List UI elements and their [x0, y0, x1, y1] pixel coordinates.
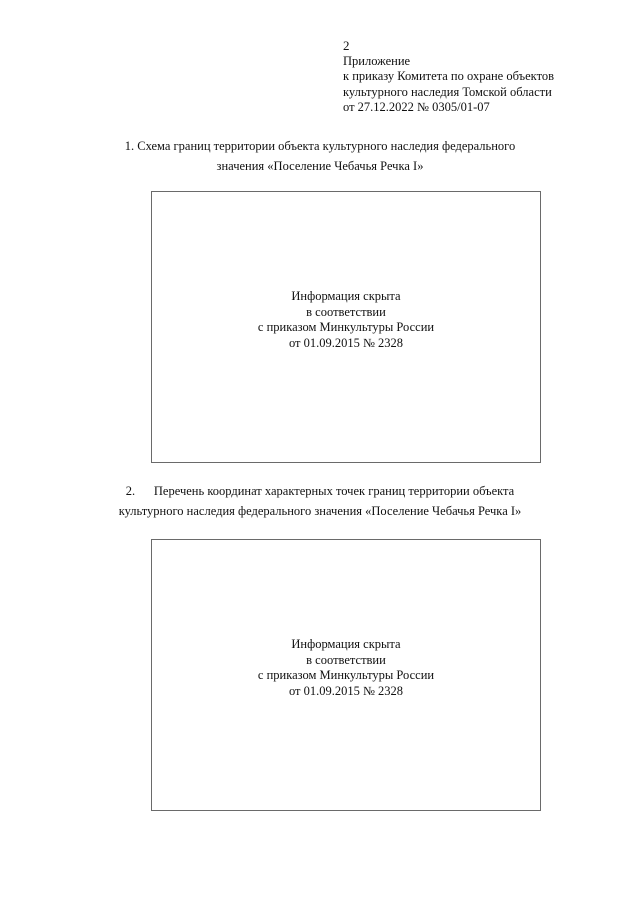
section-1-heading-line-2: значения «Поселение Чебачья Речка I» — [216, 159, 424, 173]
section-2-heading-line-2: культурного наследия федерального значения «Поселение Чебачья Речка I» — [118, 504, 522, 518]
hidden-notice-line-2: в соответствии — [306, 304, 386, 319]
hidden-notice-line-3: с приказом Минкультуры России — [257, 320, 435, 334]
section-2-heading — [0, 481, 640, 521]
hidden-notice-line-4: от 01.09.2015 № 2328 — [288, 683, 404, 698]
page-number: 2 — [343, 38, 350, 53]
hidden-notice-line-2: в соответствии — [306, 652, 386, 667]
section-1-hidden-notice — [152, 289, 540, 351]
section-2-hidden-notice — [152, 637, 540, 699]
hidden-notice-line-1: Информация скрыта — [291, 289, 401, 303]
section-1-heading — [0, 136, 640, 176]
hidden-notice-line-4: от 01.09.2015 № 2328 — [288, 335, 404, 350]
hidden-notice-line-1: Информация скрыта — [291, 637, 401, 651]
section-2-heading-line-1: 2. Перечень координат характерных точек границ территории объекта — [125, 484, 515, 498]
section-2-hidden-info-box — [151, 539, 541, 811]
document-header — [343, 38, 554, 116]
section-1-heading-line-1: 1. Схема границ территории объекта культурного наследия федерального — [124, 139, 516, 153]
appendix-label: Приложение — [343, 53, 411, 68]
order-date-number: от 27.12.2022 № 0305/01-07 — [343, 100, 490, 114]
hidden-notice-line-3: с приказом Минкультуры России — [257, 668, 435, 682]
section-1-hidden-info-box — [151, 191, 541, 463]
order-reference-line-1: к приказу Комитета по охране объектов — [343, 69, 555, 83]
appendix-reference — [343, 54, 554, 116]
order-reference-line-2: культурного наследия Томской области — [343, 84, 552, 99]
